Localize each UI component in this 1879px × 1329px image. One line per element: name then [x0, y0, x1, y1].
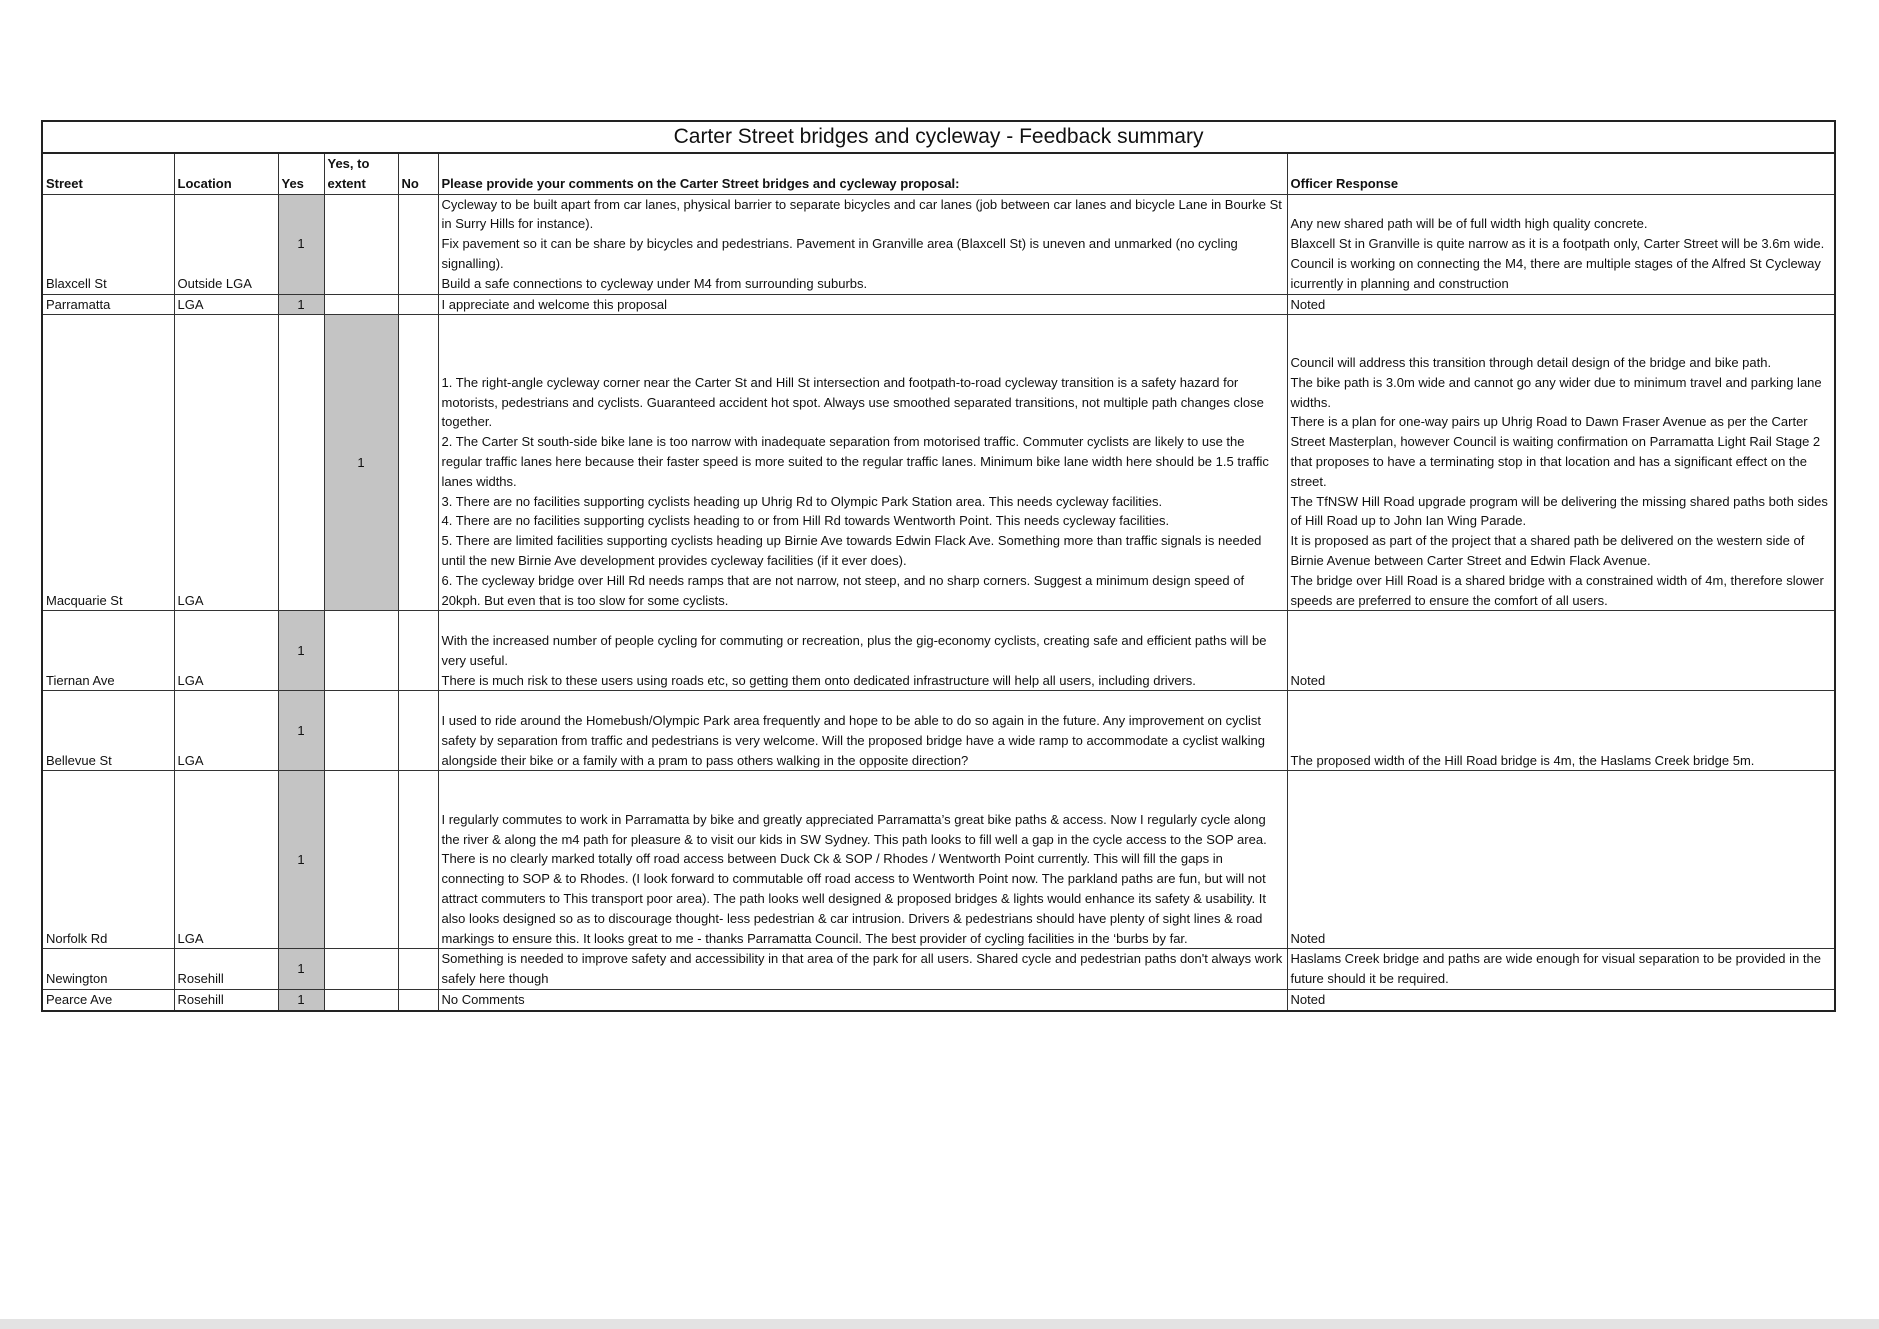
table-row	[42, 989, 1835, 1010]
table-body	[42, 194, 1835, 1011]
location-cell	[174, 949, 278, 990]
comment-cell-text: 1. The right-angle cycleway corner near the Carter St and Hill St intersection and footpath-to-road cycleway transition is a safety hazard for motorists, pedestrians and cyclists. Guaranteed accident hot spot. Always use smoothed separated transitions, not multiple path changes close together. 2. The Carter St south-side bike lane is too narrow with inadequate separation from motorised traffic. Commuter cyclists are likely to use the regular traffic lanes here because their faster speed is more suited to the regular traffic lanes. Minimum bike lane width here should be 1.5 traffic lanes widths. 3. There are no facilities supporting cyclists heading up Uhrig Rd to Olympic Park Station area. This needs cycleway facilities. 4. There are no facilities supporting cyclists heading to or from Hill Rd towards Wentworth Point. This needs cycleway facilities. 5. There are limited facilities supporting cyclists heading up Birnie Ave towards Edwin Flack Ave. Something more than traffic signals is needed until the new Birnie Ave development provides cycleway facilities (if it ever does). 6. The cycleway bridge over Hill Rd needs ramps that are not narrow, not steep, and no sharp corners. Suggest a minimum design speed of 20kph. But even that is too slow for some cyclists.	[441, 374, 1269, 608]
street-cell-text: Blaxcell St	[46, 275, 107, 291]
no-cell	[398, 691, 438, 771]
street-cell-text: Pearce Ave	[46, 991, 113, 1007]
street-cell-text: Bellevue St	[46, 752, 112, 768]
comment-cell	[438, 294, 1287, 315]
street-cell-text: Macquarie St	[46, 592, 123, 608]
street-cell-text: Parramatta	[46, 296, 111, 312]
street-cell-text: Tiernan Ave	[46, 672, 115, 688]
officer-response-cell	[1287, 691, 1835, 771]
comment-cell-text: I appreciate and welcome this proposal	[441, 296, 667, 312]
yes-cell	[278, 315, 324, 611]
comment-cell-text: With the increased number of people cycling for commuting or recreation, plus the gig-economy cyclists, creating safe and efficient paths will be very useful. There is much risk to these users using roads etc, so getting them onto dedicated infrastructure will help all users, including drivers.	[441, 633, 1267, 688]
street-cell	[42, 771, 174, 949]
yes-cell-text: 1	[297, 991, 305, 1007]
street-cell-text: Newington	[46, 971, 108, 987]
location-cell-text: LGA	[177, 672, 204, 688]
header-no: No	[398, 153, 438, 194]
location-cell-text: Outside LGA	[177, 275, 252, 291]
table-row	[42, 611, 1835, 691]
no-cell	[398, 194, 438, 294]
street-cell	[42, 294, 174, 315]
officer-response-cell-text: Noted	[1290, 296, 1326, 312]
street-cell-text: Norfolk Rd	[46, 930, 108, 946]
comment-cell-text: Something is needed to improve safety and accessibility in that area of the park for all users. Shared cycle and pedestrian paths don't always work safely here though	[441, 951, 1283, 987]
location-cell-text: Rosehill	[177, 991, 224, 1007]
officer-response-cell-text: The proposed width of the Hill Road bridge is 4m, the Haslams Creek bridge 5m.	[1290, 752, 1755, 768]
yes-cell-text: 1	[297, 722, 305, 738]
comment-cell	[438, 691, 1287, 771]
table-row	[42, 194, 1835, 294]
no-cell	[398, 315, 438, 611]
header-officer-response: Officer Response	[1287, 153, 1835, 194]
yes-extent-cell	[324, 949, 398, 990]
yes-cell	[278, 294, 324, 315]
header-yes-extent: Yes, to extent	[324, 153, 398, 194]
location-cell-text: LGA	[177, 592, 204, 608]
location-cell	[174, 194, 278, 294]
street-cell	[42, 691, 174, 771]
header-street: Street	[42, 153, 174, 194]
no-cell	[398, 949, 438, 990]
header-yes: Yes	[278, 153, 324, 194]
yes-cell-text: 1	[297, 851, 305, 867]
location-cell	[174, 771, 278, 949]
no-cell	[398, 771, 438, 949]
street-cell	[42, 194, 174, 294]
location-cell	[174, 315, 278, 611]
yes-cell-text: 1	[297, 236, 305, 252]
street-cell	[42, 949, 174, 990]
yes-extent-cell	[324, 989, 398, 1010]
table-row	[42, 771, 1835, 949]
officer-response-cell	[1287, 771, 1835, 949]
comment-cell	[438, 315, 1287, 611]
yes-cell	[278, 691, 324, 771]
yes-cell	[278, 949, 324, 990]
street-cell	[42, 989, 174, 1010]
yes-extent-cell	[324, 194, 398, 294]
street-cell	[42, 611, 174, 691]
yes-extent-cell	[324, 611, 398, 691]
table-row	[42, 949, 1835, 990]
yes-extent-cell	[324, 771, 398, 949]
header-row	[42, 153, 1835, 194]
yes-extent-cell	[324, 691, 398, 771]
yes-cell	[278, 771, 324, 949]
location-cell	[174, 611, 278, 691]
yes-extent-cell	[324, 315, 398, 611]
officer-response-cell	[1287, 315, 1835, 611]
header-location: Location	[174, 153, 278, 194]
yes-cell	[278, 611, 324, 691]
location-cell	[174, 989, 278, 1010]
location-cell-text: LGA	[177, 930, 204, 946]
table-title: Carter Street bridges and cycleway - Feedback summary	[42, 121, 1835, 153]
officer-response-cell	[1287, 989, 1835, 1010]
yes-cell	[278, 989, 324, 1010]
comment-cell	[438, 949, 1287, 990]
page-bottom-edge	[0, 1319, 1879, 1329]
yes-cell-text: 1	[297, 296, 305, 312]
table-row	[42, 294, 1835, 315]
officer-response-cell-text: Haslams Creek bridge and paths are wide enough for visual separation to be provided in the future should it be required.	[1290, 951, 1821, 987]
no-cell	[398, 611, 438, 691]
yes-cell	[278, 194, 324, 294]
officer-response-cell-text: Any new shared path will be of full width high quality concrete. Blaxcell St in Granville is quite narrow as it is a footpath only, Carter Street will be 3.6m wide. Council is working on connecting the M4, there are multiple stages of the Alfred St Cycleway icurrently in planning and construction	[1290, 216, 1825, 291]
comment-cell	[438, 771, 1287, 949]
yes-extent-cell-text: 1	[357, 454, 365, 470]
comment-cell-text: Cycleway to be built apart from car lanes, physical barrier to separate bicycles and car lanes (job between car lanes and bicycle Lane in Bourke St in Surry Hills for instance). Fix pavement so it can be share by bicycles and pedestrians. Pavement in Granville area (Blaxcell St) is uneven and unmarked (no cycling signalling). Build a safe connections to cycleway under M4 from surrounding suburbs.	[441, 196, 1282, 291]
no-cell	[398, 294, 438, 315]
street-cell	[42, 315, 174, 611]
officer-response-cell	[1287, 294, 1835, 315]
location-cell	[174, 294, 278, 315]
officer-response-cell	[1287, 194, 1835, 294]
location-cell-text: Rosehill	[177, 971, 224, 987]
comment-cell-text: No Comments	[441, 991, 525, 1007]
table-row	[42, 691, 1835, 771]
location-cell-text: LGA	[177, 296, 204, 312]
comment-cell	[438, 194, 1287, 294]
comment-cell	[438, 611, 1287, 691]
header-comments: Please provide your comments on the Carter Street bridges and cycleway proposal:	[438, 153, 1287, 194]
feedback-summary-table	[41, 120, 1836, 1012]
officer-response-cell-text: Noted	[1290, 991, 1326, 1007]
officer-response-cell-text: Noted	[1290, 930, 1326, 946]
comment-cell	[438, 989, 1287, 1010]
officer-response-cell-text: Noted	[1290, 672, 1326, 688]
yes-cell-text: 1	[297, 961, 305, 977]
comment-cell-text: I regularly commutes to work in Parramatta by bike and greatly appreciated Parramatta’s great bike paths & access. Now I regularly cycle along the river & along the m4 path for pleasure & to visit our kids in SW Sydney. This path looks to fill well a gap in the cycle access to the SOP area. There is no clearly marked totally off road access between Duck Ck & SOP / Rhodes / Wentworth Point currently. This will fill the gaps in connecting to SOP & to Rhodes. (I look forward to commutable off road access to Wentworth Point now. The parkland paths are fun, but will not attract commuters to This transport poor area). The path looks well designed & proposed bridges & lights would enhance its safety & usability. It also looks designed so as to discourage thought- less pedestrian & car intrusion. Drivers & pedestrians should have plenty of sight lines & road markings to ensure this. It looks great to me - thanks Parramatta Council. The best provider of cycling facilities in the ‘burbs by far.	[441, 811, 1267, 946]
no-cell	[398, 989, 438, 1010]
location-cell	[174, 691, 278, 771]
yes-cell-text: 1	[297, 642, 305, 658]
officer-response-cell	[1287, 949, 1835, 990]
location-cell-text: LGA	[177, 752, 204, 768]
yes-extent-cell	[324, 294, 398, 315]
officer-response-cell	[1287, 611, 1835, 691]
officer-response-cell-text: Council will address this transition through detail design of the bridge and bike path. The bike path is 3.0m wide and cannot go any wider due to minimum travel and parking lane widths. There is a plan for one-way pairs up Uhrig Road to Dawn Fraser Avenue as per the Carter Street Masterplan, however Council is waiting confirmation on Parramatta Light Rail Stage 2 that proposes to have a terminating stop in that location and has a significant effect on the street. The TfNSW Hill Road upgrade program will be delivering the missing shared paths both sides of Hill Road up to John Ian Wing Parade. It is proposed as part of the project that a shared path be delivered on the western side of Birnie Avenue between Carter Street and Edwin Flack Avenue. The bridge over Hill Road is a shared bridge with a constrained width of 4m, therefore slower speeds are preferred to ensure the comfort of all users.	[1290, 355, 1828, 608]
comment-cell-text: I used to ride around the Homebush/Olympic Park area frequently and hope to be able to do so again in the future. Any improvement on cyclist safety by separation from traffic and pedestrians is very welcome. Will the proposed bridge have a wide ramp to accommodate a cyclist walking alongside their bike or a family with a pram to pass others walking in the opposite direction?	[441, 713, 1265, 768]
table-row	[42, 315, 1835, 611]
